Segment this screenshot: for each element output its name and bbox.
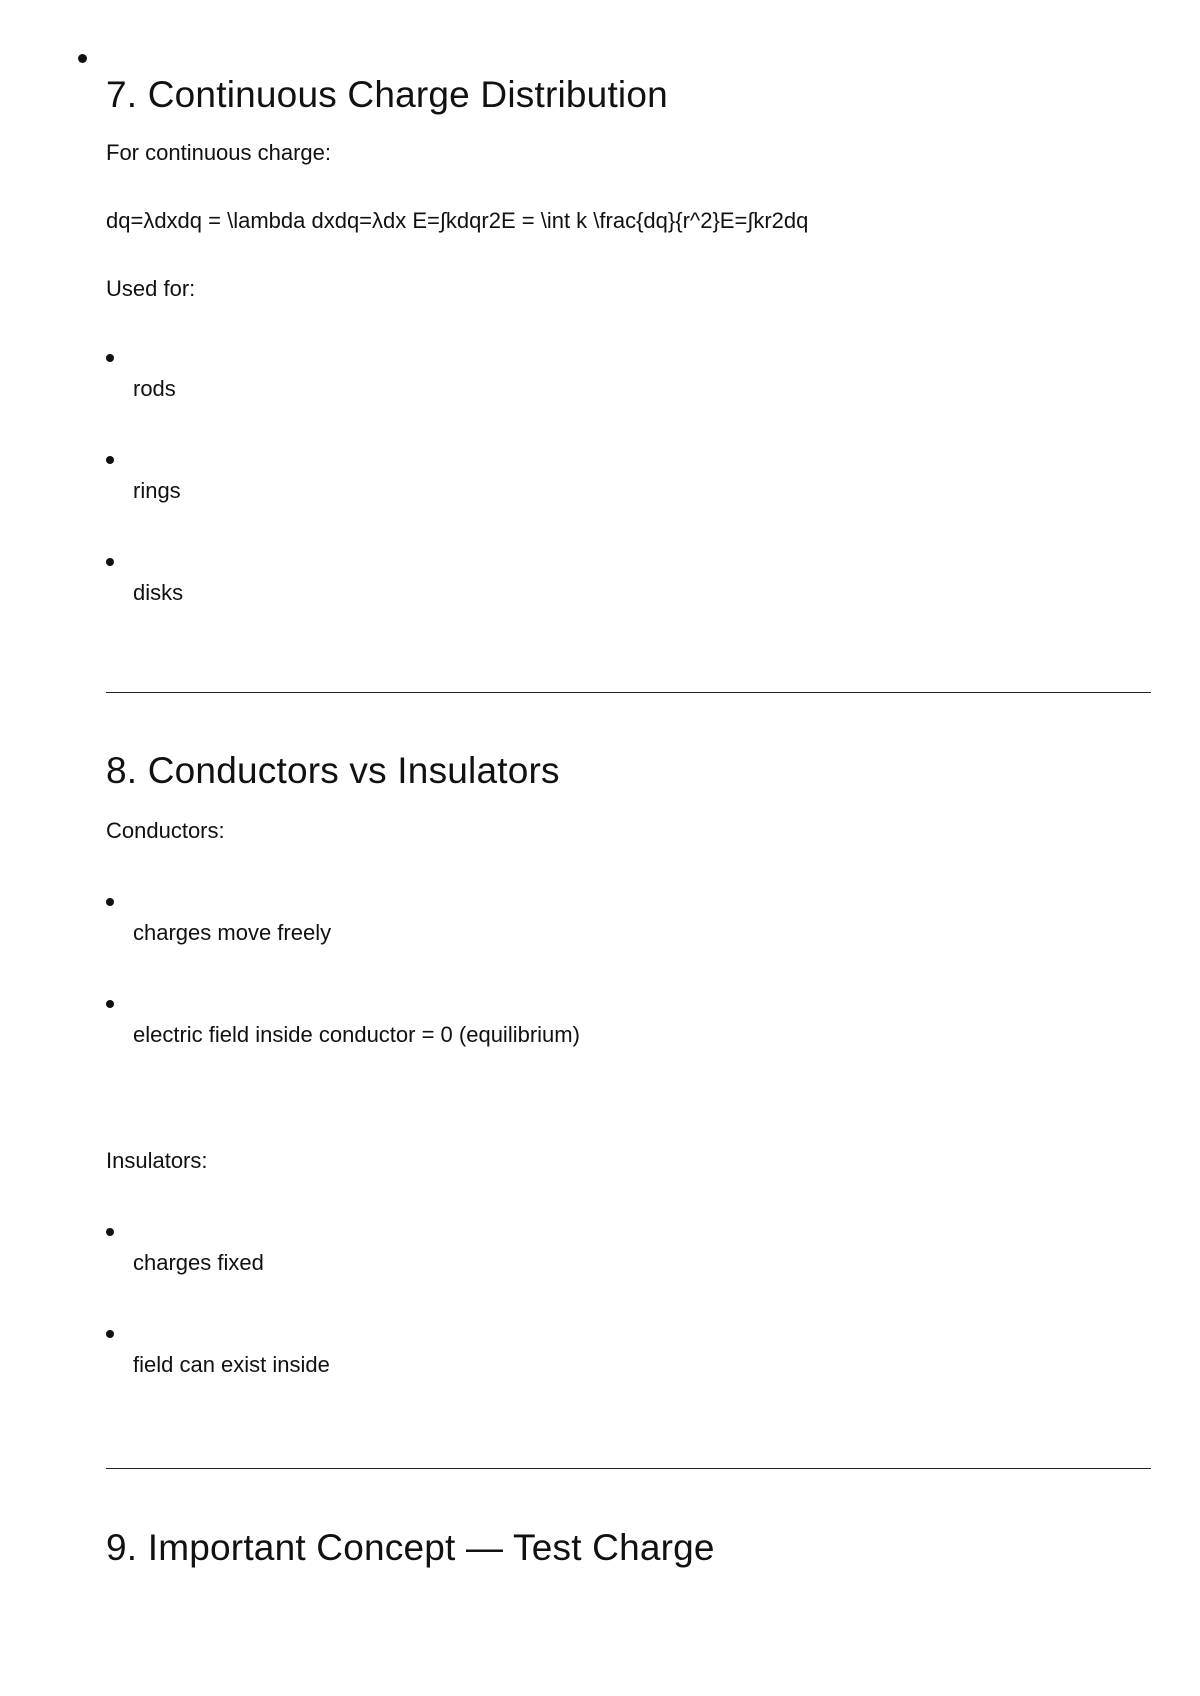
conductors-list [106, 890, 1151, 1094]
list-item-text: electric field inside conductor = 0 (equilibrium) [133, 1022, 580, 1047]
bullet-icon [106, 898, 114, 906]
bullet-icon [106, 456, 114, 464]
bullet-icon [106, 1330, 114, 1338]
list-item [106, 1220, 1151, 1322]
insulators-list [106, 1220, 1151, 1424]
section-continuous-charge [106, 70, 1151, 652]
bullet-icon [78, 54, 87, 63]
section-conductors-insulators [106, 746, 1151, 1424]
document-content [106, 70, 1151, 1573]
formula-text: dq=λdxdq = \lambda dxdq=λdx E=∫kdqr2E = \int k \frac{dq}{r^2}E=∫kr2dq [106, 208, 809, 233]
used-for-label: Used for: [106, 276, 196, 301]
section-test-charge [106, 1523, 1151, 1573]
section-divider [106, 692, 1151, 693]
section-divider [106, 1468, 1151, 1469]
list-item-text: rings [133, 478, 181, 503]
list-item-text: rods [133, 376, 176, 401]
list-item [106, 346, 1151, 448]
bullet-icon [106, 558, 114, 566]
list-item [106, 992, 1151, 1094]
list-item [106, 448, 1151, 550]
bullet-icon [106, 1228, 114, 1236]
list-item [106, 550, 1151, 652]
insulators-label: Insulators: [106, 1148, 208, 1173]
bullet-icon [106, 354, 114, 362]
list-item [106, 1322, 1151, 1424]
section-heading: 7. Continuous Charge Distribution [106, 74, 668, 115]
conductors-label: Conductors: [106, 818, 225, 843]
bullet-icon [106, 1000, 114, 1008]
used-for-list [106, 346, 1151, 652]
section-heading: 9. Important Concept — Test Charge [106, 1527, 715, 1568]
section-heading: 8. Conductors vs Insulators [106, 750, 560, 791]
list-item-text: field can exist inside [133, 1352, 330, 1377]
list-item [106, 890, 1151, 992]
list-item-text: disks [133, 580, 184, 605]
list-item-text: charges fixed [133, 1250, 264, 1275]
list-item-text: charges move freely [133, 920, 332, 945]
intro-text: For continuous charge: [106, 140, 332, 165]
